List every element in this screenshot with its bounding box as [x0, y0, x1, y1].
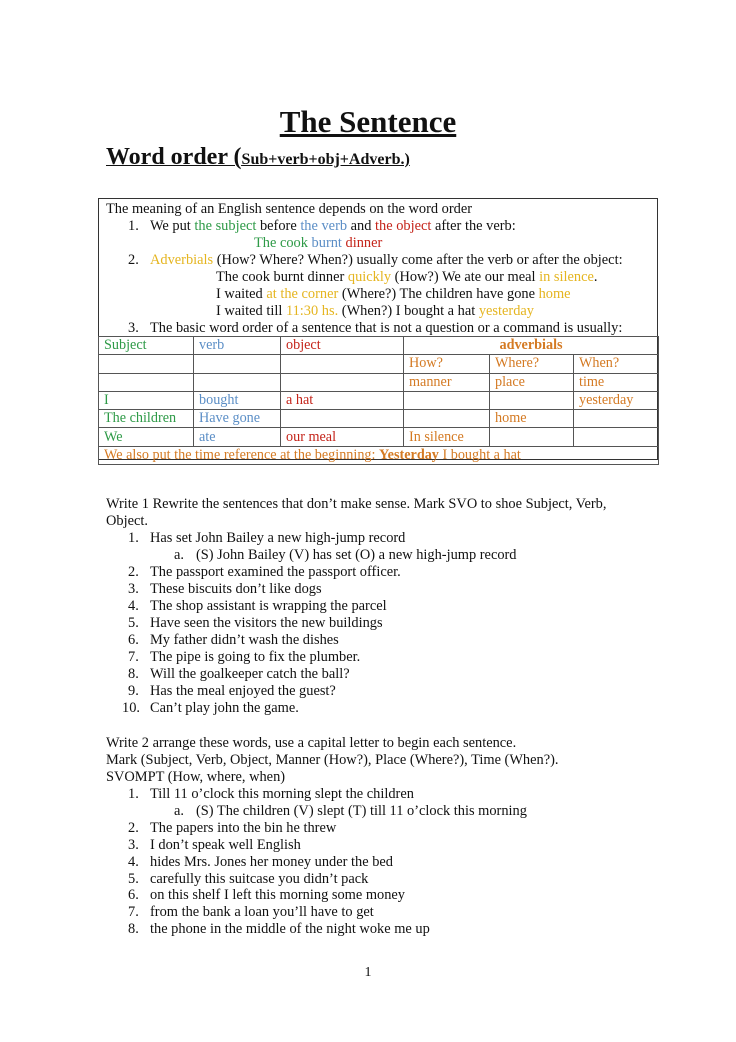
page-number: 1: [364, 965, 372, 980]
table-row: [99, 391, 659, 409]
cell-object: a hat: [281, 391, 404, 409]
list-item: My father didn’t wash the dishes: [150, 632, 339, 648]
list-item-number: 6.: [128, 887, 139, 904]
list-item-number: 8.: [128, 666, 139, 682]
list-item-number: 3.: [128, 581, 139, 597]
write2-intro-3: SVOMPT (How, where, when): [106, 769, 286, 785]
list-item: The shop assistant is wrapping the parcel: [150, 598, 387, 614]
list-item: the phone in the middle of the night woke me up: [150, 921, 430, 938]
list-item-number: 9.: [128, 683, 139, 699]
list-item-number: 7.: [128, 904, 139, 921]
list-item: Will the goalkeeper catch the ball?: [150, 666, 350, 682]
list-item-number: a.: [174, 547, 184, 563]
list-item: carefully this suitcase you didn’t pack: [150, 870, 369, 887]
list-item-number: 3.: [128, 836, 139, 853]
list-item: These biscuits don’t like dogs: [150, 581, 322, 597]
list-item: The pipe is going to fix the plumber.: [150, 649, 361, 665]
list-item-number: 10.: [122, 700, 140, 716]
list-item-number: 5.: [128, 870, 139, 887]
list-item-number: 2.: [128, 819, 139, 836]
cell-subject: I: [99, 391, 194, 409]
rule-2-text: Adverbials (How? Where? When?) usually come after the verb or after the object:: [150, 252, 623, 268]
cell-where: home: [490, 410, 574, 428]
list-item: The papers into the bin he threw: [150, 819, 337, 836]
word-order-table: [98, 336, 659, 465]
list-item-number: 6.: [128, 632, 139, 648]
list-item: on this shelf I left this morning some money: [150, 887, 406, 904]
list-item: The passport examined the passport officer.: [150, 564, 401, 580]
write2-intro-2: Mark (Subject, Verb, Object, Manner (How?), Place (Where?), Time (When?).: [106, 752, 559, 768]
cell-how: [404, 391, 490, 409]
example-2: The cook burnt dinner quickly (How?) We ate our meal in silence.: [216, 269, 598, 285]
header-how: How?: [404, 355, 490, 373]
cell-subject: We: [99, 428, 194, 446]
list-item-number: 2.: [128, 564, 139, 580]
header-where: Where?: [490, 355, 574, 373]
cell-verb: ate: [194, 428, 281, 446]
list-item: (S) The children (V) slept (T) till 11 o’clock this morning: [196, 802, 527, 819]
write2-intro-1: Write 2 arrange these words, use a capital letter to begin each sentence.: [106, 735, 517, 751]
table-footer: We also put the time reference at the beginning: Yesterday I bought a hat: [99, 446, 659, 464]
list-item: Has set John Bailey a new high-jump record: [150, 530, 406, 546]
list-item-number: 4.: [128, 598, 139, 614]
page-title: The Sentence: [279, 104, 457, 139]
write1-intro-1: Write 1 Rewrite the sentences that don’t make sense. Mark SVO to shoe Subject, Verb,: [106, 496, 607, 512]
rule-1-text: We put the subject before the verb and the object after the verb:: [150, 218, 516, 234]
list-item: (S) John Bailey (V) has set (O) a new high-jump record: [196, 547, 517, 563]
header-place: place: [490, 373, 574, 391]
table-header-row: [99, 337, 659, 355]
table-footer-row: [99, 446, 659, 464]
list-item-number: 5.: [128, 615, 139, 631]
rule-1-number: 1.: [128, 218, 139, 234]
page-subtitle: [106, 144, 410, 171]
rule-3-number: 3.: [128, 320, 139, 336]
list-item: from the bank a loan you’ll have to get: [150, 904, 374, 921]
list-item-number: 7.: [128, 649, 139, 665]
header-object: object: [281, 337, 404, 355]
table-type-row: [99, 373, 659, 391]
list-item: Can’t play john the game.: [150, 700, 299, 716]
table-row: [99, 410, 659, 428]
list-item-number: 1.: [128, 786, 139, 802]
header-subject: Subject: [99, 337, 194, 355]
header-verb: verb: [194, 337, 281, 355]
example-1: The cook burnt dinner: [254, 235, 383, 251]
write1-intro-2: Object.: [106, 513, 148, 529]
list-item: I don’t speak well English: [150, 836, 301, 853]
example-4: I waited till 11:30 hs. (When?) I bought a hat yesterday: [216, 303, 534, 319]
list-item-number: 8.: [128, 921, 139, 938]
cell-object: [281, 410, 404, 428]
cell-when: [574, 428, 659, 446]
list-item-number: a.: [174, 802, 184, 819]
header-manner: manner: [404, 373, 490, 391]
subtitle-formula: Sub+verb+obj+Adverb.): [241, 151, 410, 168]
list-item: Till 11 o’clock this morning slept the children: [150, 786, 414, 802]
list-item-number: 4.: [128, 853, 139, 870]
cell-when: [574, 410, 659, 428]
table-question-row: [99, 355, 659, 373]
list-item: Has the meal enjoyed the guest?: [150, 683, 336, 699]
example-3: I waited at the corner (Where?) The children have gone home: [216, 286, 571, 302]
cell-when: yesterday: [574, 391, 659, 409]
cell-how: [404, 410, 490, 428]
table-row: [99, 428, 659, 446]
list-item: hides Mrs. Jones her money under the bed: [150, 853, 393, 870]
header-when: When?: [574, 355, 659, 373]
subtitle-main: Word order (: [106, 144, 242, 170]
cell-object: our meal: [281, 428, 404, 446]
cell-verb: bought: [194, 391, 281, 409]
header-time: time: [574, 373, 659, 391]
cell-where: [490, 428, 574, 446]
list-item: Have seen the visitors the new buildings: [150, 615, 383, 631]
cell-where: [490, 391, 574, 409]
rule-2-number: 2.: [128, 252, 139, 268]
header-adverbials: adverbials: [404, 337, 659, 355]
rule-3-text: The basic word order of a sentence that is not a question or a command is usually:: [150, 320, 623, 336]
cell-how: In silence: [404, 428, 490, 446]
box-intro: The meaning of an English sentence depends on the word order: [106, 201, 473, 217]
cell-subject: The children: [99, 410, 194, 428]
cell-verb: Have gone: [194, 410, 281, 428]
list-item-number: 1.: [128, 530, 139, 546]
